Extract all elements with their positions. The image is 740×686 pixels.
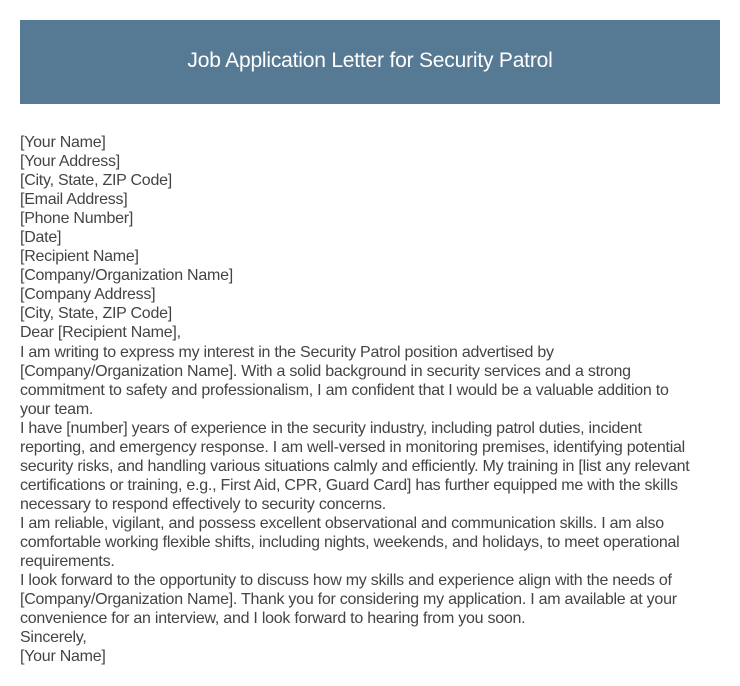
paragraph-line: I am writing to express my interest in the Security Patrol position advertised by (20, 343, 554, 361)
paragraph-qualities (20, 514, 735, 571)
paragraph-line: [Company/Organization Name]. With a solid background in security services and a strong (20, 362, 631, 380)
paragraph-line: necessary to respond effectively to security concerns. (20, 495, 386, 513)
recipient-name: [Recipient Name] (20, 248, 139, 266)
paragraph-intro (20, 343, 735, 419)
paragraph-line: convenience for an interview, and I look forward to hearing from you soon. (20, 610, 526, 628)
signature: [Your Name] (20, 648, 106, 666)
sender-address: [Your Address] (20, 153, 120, 171)
recipient-company-address: [Company Address] (20, 286, 156, 304)
paragraph-line: your team. (20, 400, 94, 418)
sender-city-state-zip: [City, State, ZIP Code] (20, 172, 172, 190)
page-title: Job Application Letter for Security Patrol (187, 49, 553, 72)
recipient-block (20, 247, 735, 323)
paragraph-line: commitment to safety and professionalism, I am confident that I would be a valuable addition to (20, 381, 669, 399)
recipient-city-state-zip: [City, State, ZIP Code] (20, 305, 172, 323)
paragraph-line: I have [number] years of experience in the security industry, including patrol duties, incident (20, 419, 642, 437)
paragraph-line: security risks, and handling various situations calmly and efficiently. My training in [list any relevant (20, 457, 690, 475)
paragraph-line: [Company/Organization Name]. Thank you for considering my application. I am available at your (20, 591, 677, 609)
recipient-company: [Company/Organization Name] (20, 267, 233, 285)
sender-block (20, 133, 735, 228)
letter-body (20, 133, 735, 666)
paragraph-line: requirements. (20, 553, 115, 571)
page-header (20, 20, 720, 104)
salutation: Dear [Recipient Name], (20, 324, 181, 342)
sender-name: [Your Name] (20, 134, 106, 151)
sender-phone: [Phone Number] (20, 210, 134, 228)
paragraph-line: I look forward to the opportunity to discuss how my skills and experience align with the needs of (20, 572, 672, 590)
paragraph-line: I am reliable, vigilant, and possess excellent observational and communication skills. I am also (20, 514, 664, 532)
letter-date: [Date] (20, 229, 62, 247)
sender-email: [Email Address] (20, 191, 128, 209)
closing: Sincerely, (20, 629, 87, 647)
paragraph-closing (20, 571, 735, 628)
paragraph-line: reporting, and emergency response. I am well-versed in monitoring premises, identifying potential (20, 438, 685, 456)
paragraph-line: comfortable working flexible shifts, including nights, weekends, and holidays, to meet operational (20, 533, 680, 551)
paragraph-experience (20, 419, 735, 514)
paragraph-line: certifications or training, e.g., First Aid, CPR, Guard Card] has further equipped me with the skills (20, 476, 678, 494)
